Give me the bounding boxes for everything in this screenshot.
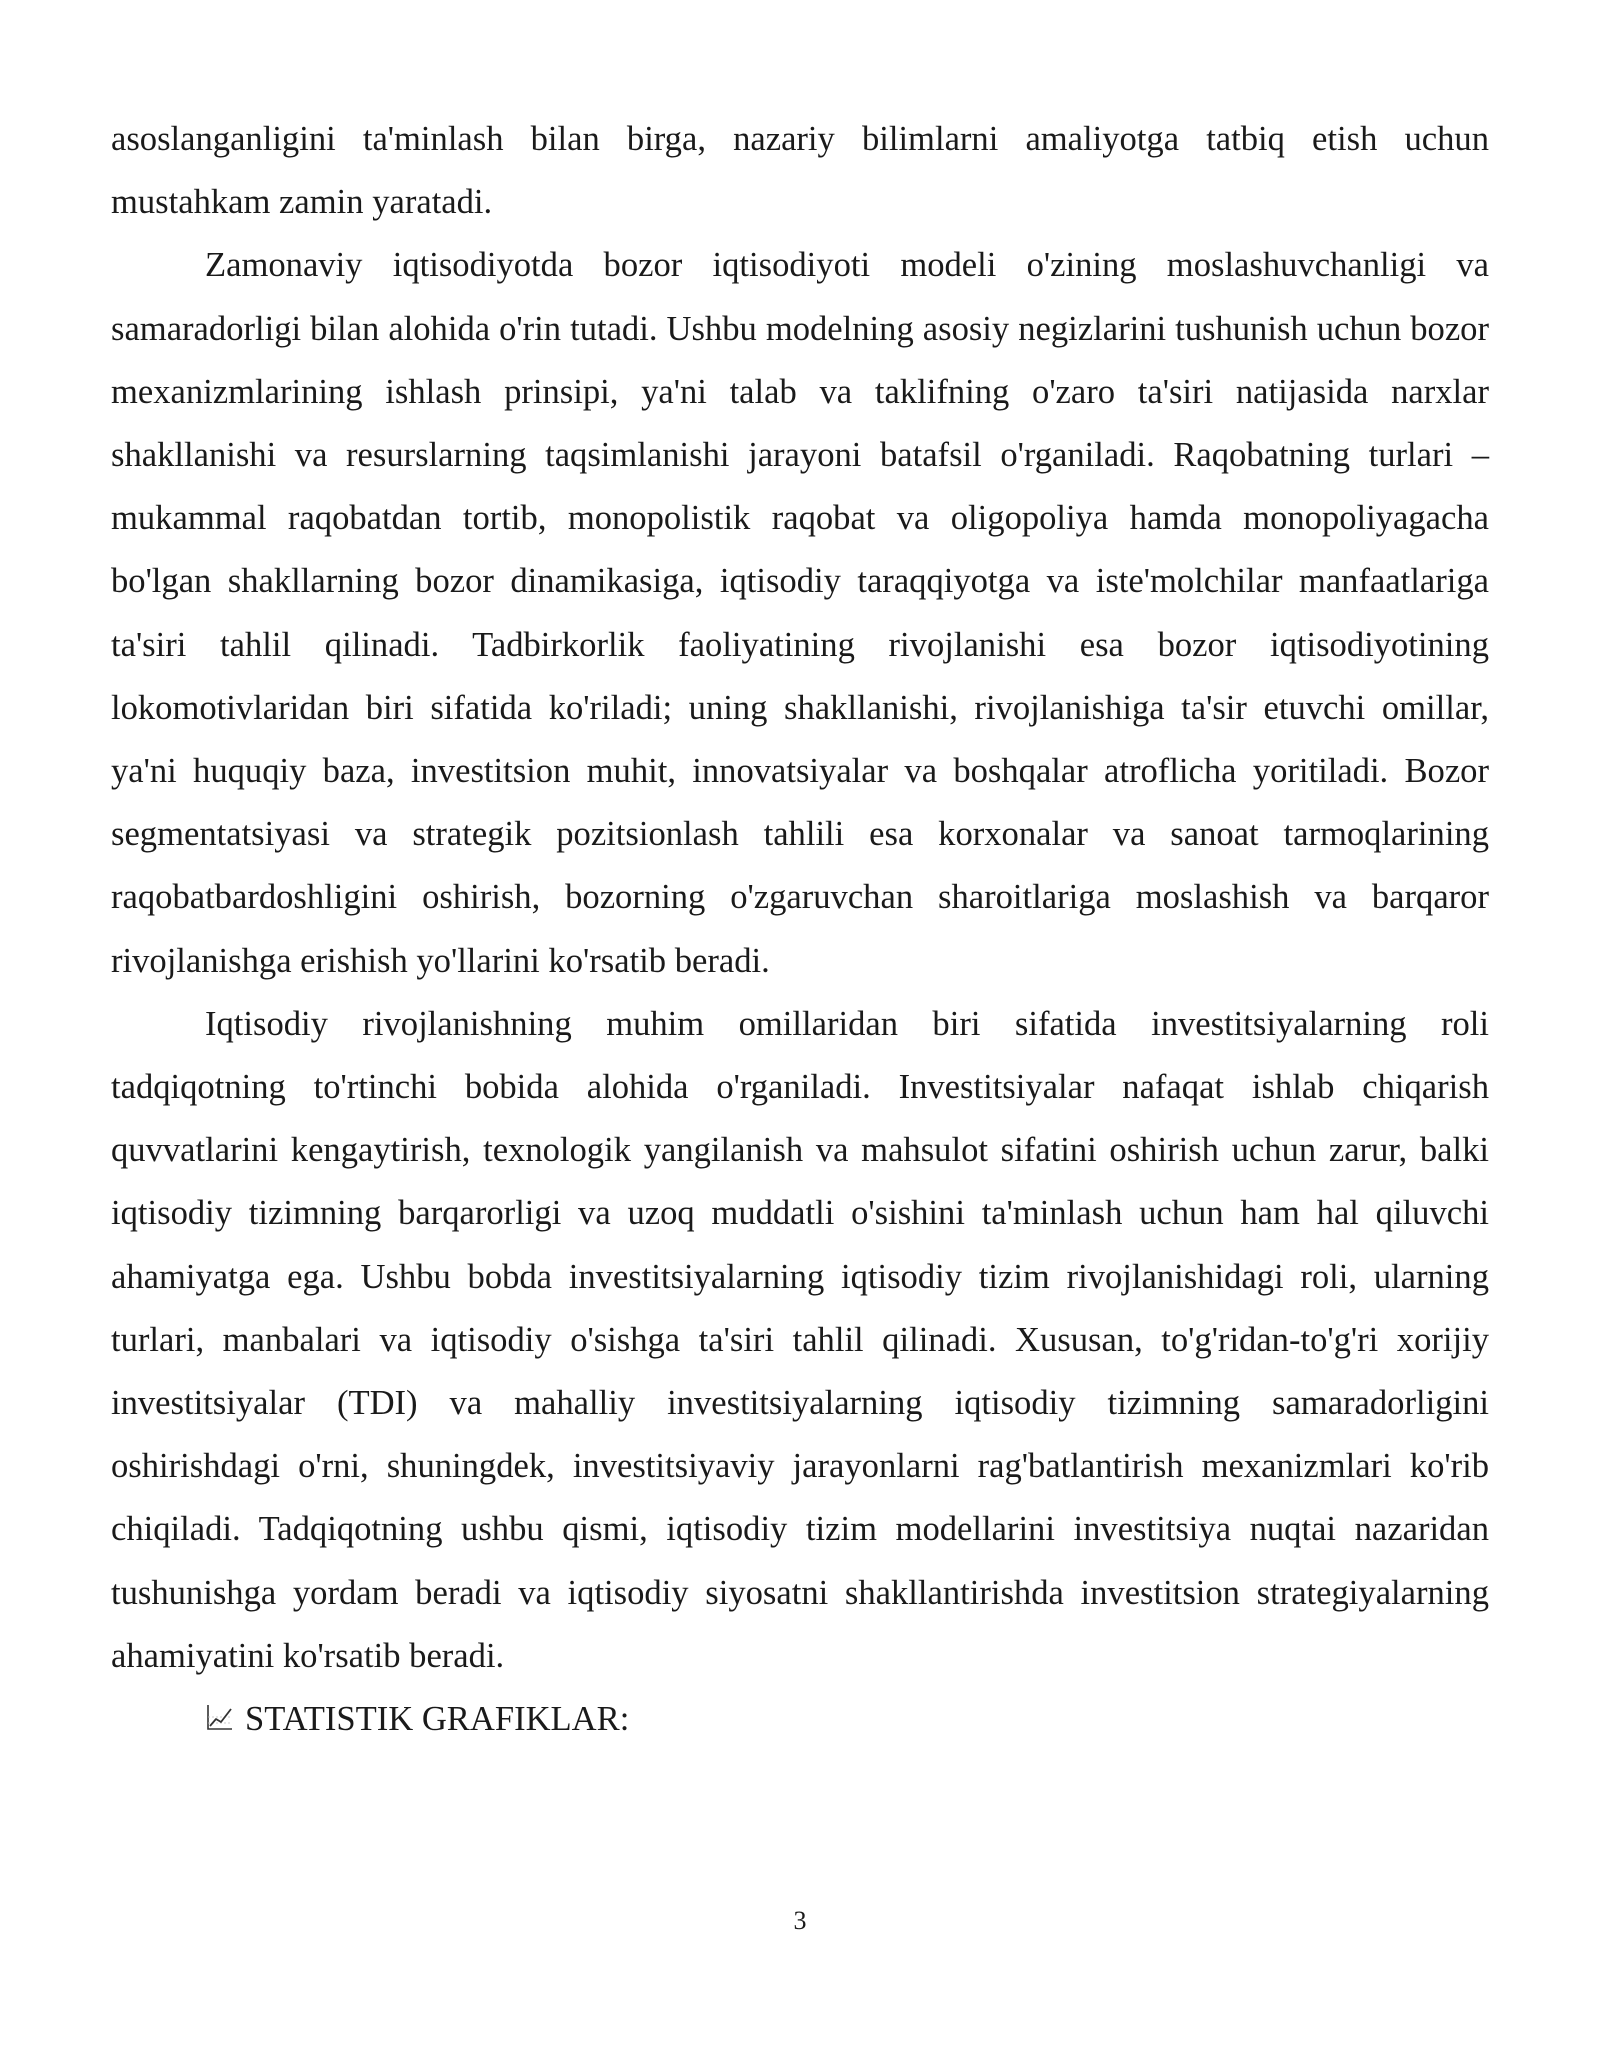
- chart-increasing-icon: [205, 1702, 235, 1732]
- section-heading: [111, 1688, 1489, 1751]
- section-heading-text: STATISTIK GRAFIKLAR:: [245, 1700, 630, 1739]
- page-body: [111, 108, 1489, 1751]
- paragraph-investments: Iqtisodiy rivojlanishning muhim omillaridan biri sifatida investitsiyalarning roli tadqiqotning to'rtinchi bobida alohida o'rganiladi. Investitsiyalar nafaqat ishlab chiqarish quvvatlarini kengaytirish, texnologik yangilanish va mahsulot sifatini oshirish uchun zarur, balki iqtisodiy tizimning barqarorligi va uzoq muddatli o'sishini ta'minlash uchun ham hal qiluvchi ahamiyatga ega. Ushbu bobda investitsiyalarning iqtisodiy tizim rivojlanishidagi roli, ularning turlari, manbalari va iqtisodiy o'sishga ta'siri tahlil qilinadi. Xususan, to'g'ridan-to'g'ri xorijiy investitsiyalar (TDI) va mahalliy investitsiyalarning iqtisodiy tizimning samaradorligini oshirishdagi o'rni, shuningdek, investitsiyaviy jarayonlarni rag'batlantirish mexanizmlari ko'rib chiqiladi. Tadqiqotning ushbu qismi, iqtisodiy tizim modellarini investitsiya nuqtai nazaridan tushunishga yordam beradi va iqtisodiy siyosatni shakllantirishda investitsion strategiyalarning ahamiyatini ko'rsatib beradi.: [111, 1004, 1489, 1675]
- paragraph-continuation: asoslanganligini ta'minlash bilan birga, nazariy bilimlarni amaliyotga tatbiq etish uchun mustahkam zamin yaratadi.: [111, 120, 1489, 222]
- page-number: 3: [793, 1906, 807, 1935]
- paragraph-market-economy: Zamonaviy iqtisodiyotda bozor iqtisodiyoti modeli o'zining moslashuvchanligi va samaradorligi bilan alohida o'rin tutadi. Ushbu modelning asosiy negizlarini tushunish uchun bozor mexanizmlarining ishlash prinsipi, ya'ni talab va taklifning o'zaro ta'siri natijasida narxlar shakllanishi va resurslarning taqsimlanishi jarayoni batafsil o'rganiladi. Raqobatning turlari – mukammal raqobatdan tortib, monopolistik raqobat va oligopoliya hamda monopoliyagacha bo'lgan shakllarning bozor dinamikasiga, iqtisodiy taraqqiyotga va iste'molchilar manfaatlariga ta'siri tahlil qilinadi. Tadbirkorlik faoliyatining rivojlanishi esa bozor iqtisodiyotining lokomotivlaridan biri sifatida ko'riladi; uning shakllanishi, rivojlanishiga ta'sir etuvchi omillar, ya'ni huquqiy baza, investitsion muhit, innovatsiyalar va boshqalar atroflicha yoritiladi. Bozor segmentatsiyasi va strategik pozitsionlash tahlili esa korxonalar va sanoat tarmoqlarining raqobatbardoshligini oshirish, bozorning o'zgaruvchan sharoitlariga moslashish va barqaror rivojlanishga erishish yo'llarini ko'rsatib beradi.: [111, 246, 1489, 980]
